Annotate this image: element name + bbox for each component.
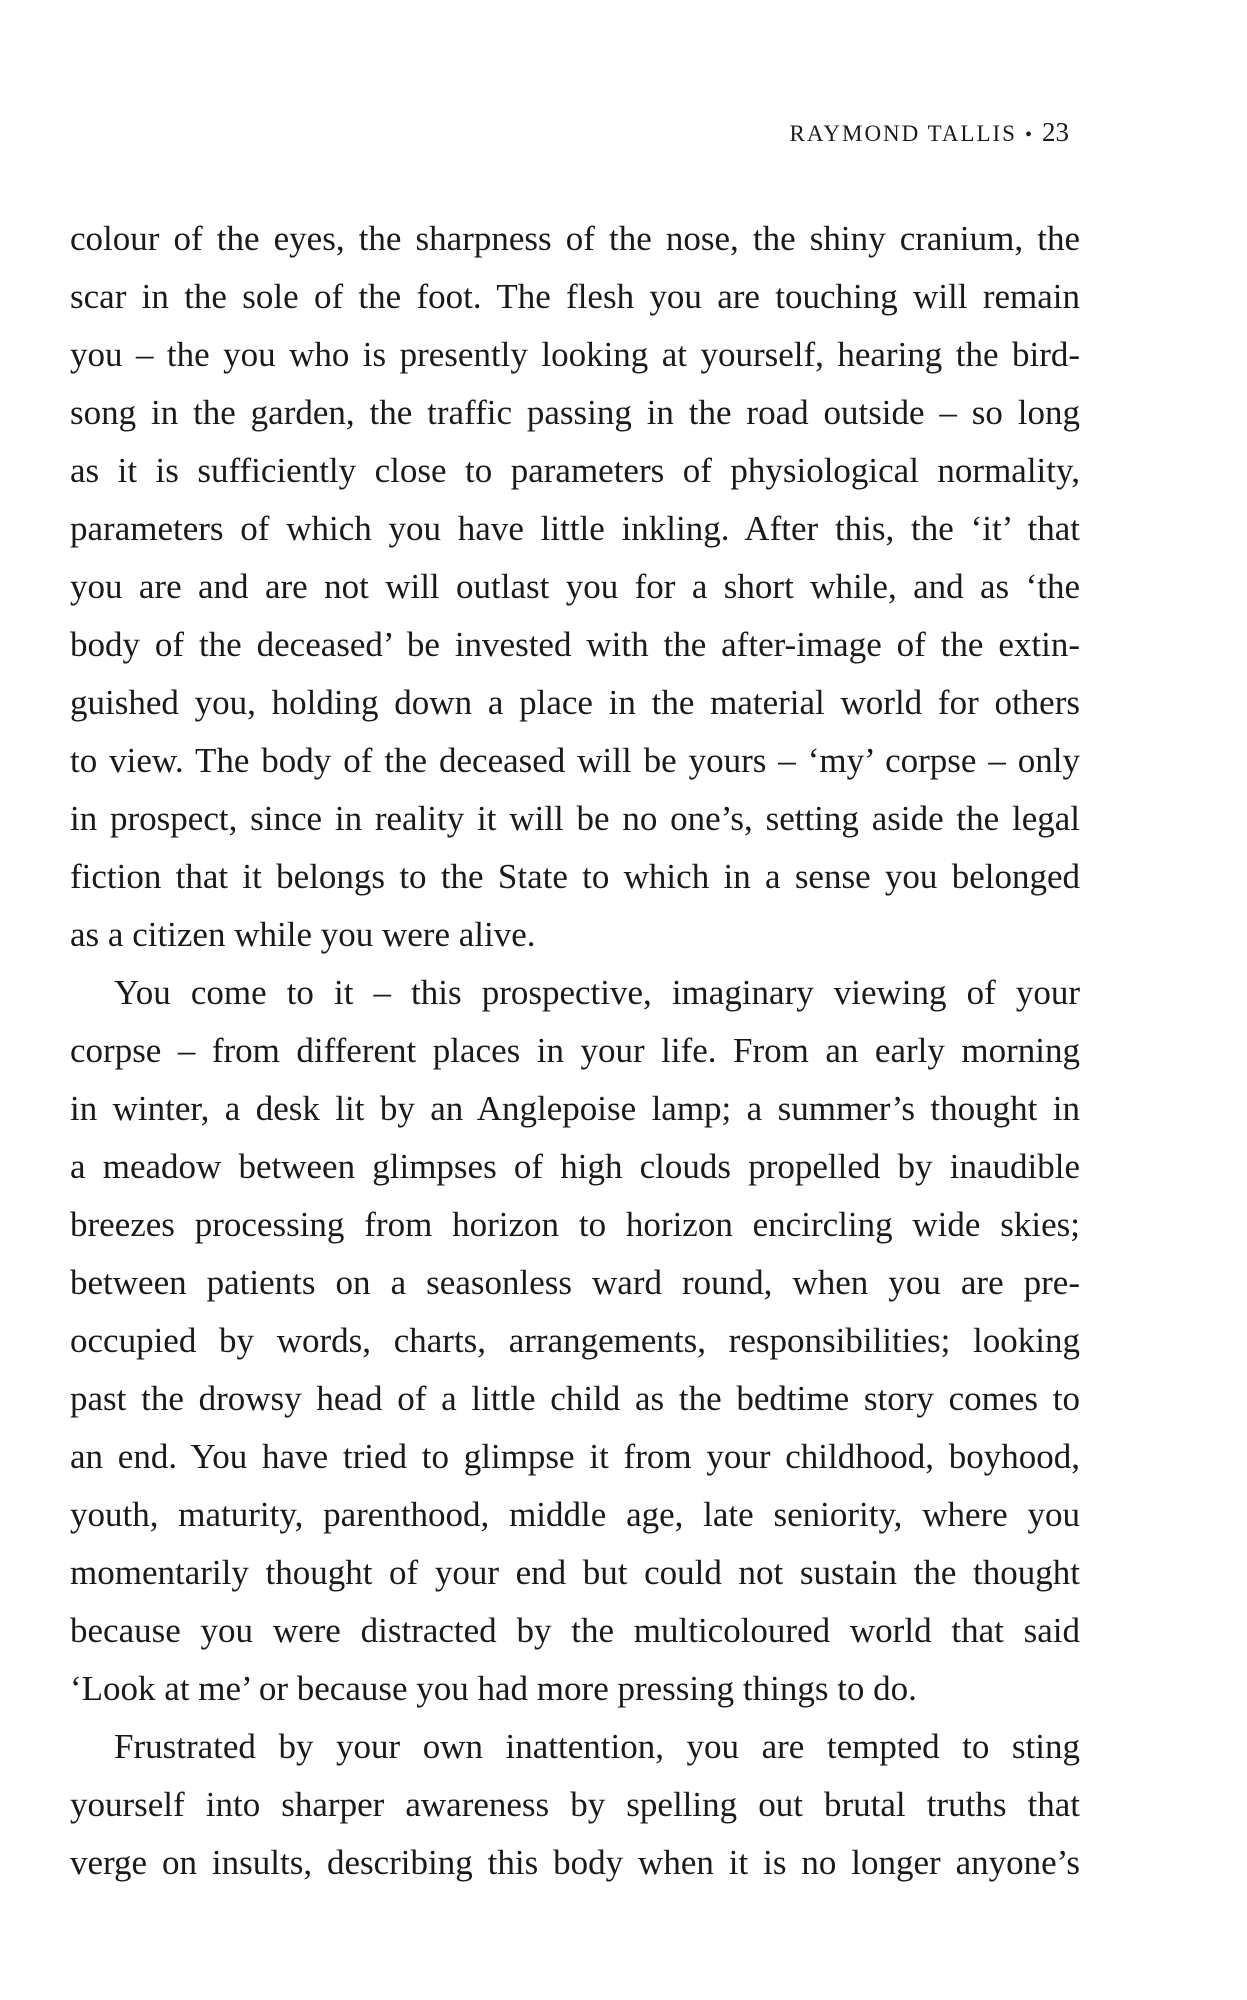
text-line: body of the deceased’ be invested with the after-image of the extin- <box>70 625 1080 664</box>
text-line: yourself into sharper awareness by spelling out brutal truths that <box>70 1785 1080 1824</box>
text-line: scar in the sole of the foot. The flesh you are touching will remain <box>70 277 1080 316</box>
text-line: as a citizen while you were alive. <box>70 915 536 954</box>
text-line: verge on insults, describing this body when it is no longer anyone’s <box>70 1843 1080 1882</box>
text-line: you are and are not will outlast you for a short while, and as ‘the <box>70 567 1080 606</box>
text-line: as it is sufficiently close to parameters of physiological normality, <box>70 451 1080 490</box>
text-line: to view. The body of the deceased will be yours – ‘my’ corpse – only <box>70 741 1080 780</box>
text-line: breezes processing from horizon to horizon encircling wide skies; <box>70 1205 1080 1244</box>
text-line: corpse – from different places in your life. From an early morning <box>70 1031 1080 1070</box>
text-line: you – the you who is presently looking at yourself, hearing the bird- <box>70 335 1080 374</box>
text-line: because you were distracted by the multicoloured world that said <box>70 1611 1080 1650</box>
text-line: an end. You have tried to glimpse it from your childhood, boyhood, <box>70 1437 1080 1476</box>
text-line: momentarily thought of your end but could not sustain the thought <box>70 1553 1080 1592</box>
text-line: colour of the eyes, the sharpness of the nose, the shiny cranium, the <box>70 219 1080 258</box>
running-head-author: RAYMOND TALLIS <box>789 121 1017 146</box>
text-line: in winter, a desk lit by an Anglepoise lamp; a summer’s thought in <box>70 1089 1080 1128</box>
paragraph-1 <box>70 210 1080 964</box>
text-line: occupied by words, charts, arrangements, responsibilities; looking <box>70 1321 1080 1360</box>
text-line: past the drowsy head of a little child as the bedtime story comes to <box>70 1379 1080 1418</box>
text-line: Frustrated by your own inattention, you are tempted to sting <box>114 1727 1080 1766</box>
text-line: song in the garden, the traffic passing in the road outside – so long <box>70 393 1080 432</box>
text-line: youth, maturity, parenthood, middle age, late seniority, where you <box>70 1495 1080 1534</box>
paragraph-3 <box>70 1718 1080 1892</box>
paragraph-2 <box>70 964 1080 1718</box>
running-head-bullet: • <box>1024 124 1034 146</box>
body-text <box>70 210 1080 1892</box>
text-line: between patients on a seasonless ward round, when you are pre- <box>70 1263 1080 1302</box>
text-line: You come to it – this prospective, imaginary viewing of your <box>114 973 1080 1012</box>
text-line: guished you, holding down a place in the material world for others <box>70 683 1080 722</box>
text-line: a meadow between glimpses of high clouds propelled by inaudible <box>70 1147 1080 1186</box>
text-line: in prospect, since in reality it will be no one’s, setting aside the legal <box>70 799 1080 838</box>
text-line: ‘Look at me’ or because you had more pressing things to do. <box>70 1669 917 1708</box>
text-line: fiction that it belongs to the State to which in a sense you belonged <box>70 857 1080 896</box>
running-head <box>790 117 1069 148</box>
text-line: parameters of which you have little inkling. After this, the ‘it’ that <box>70 509 1080 548</box>
page-number: 23 <box>1042 117 1069 147</box>
